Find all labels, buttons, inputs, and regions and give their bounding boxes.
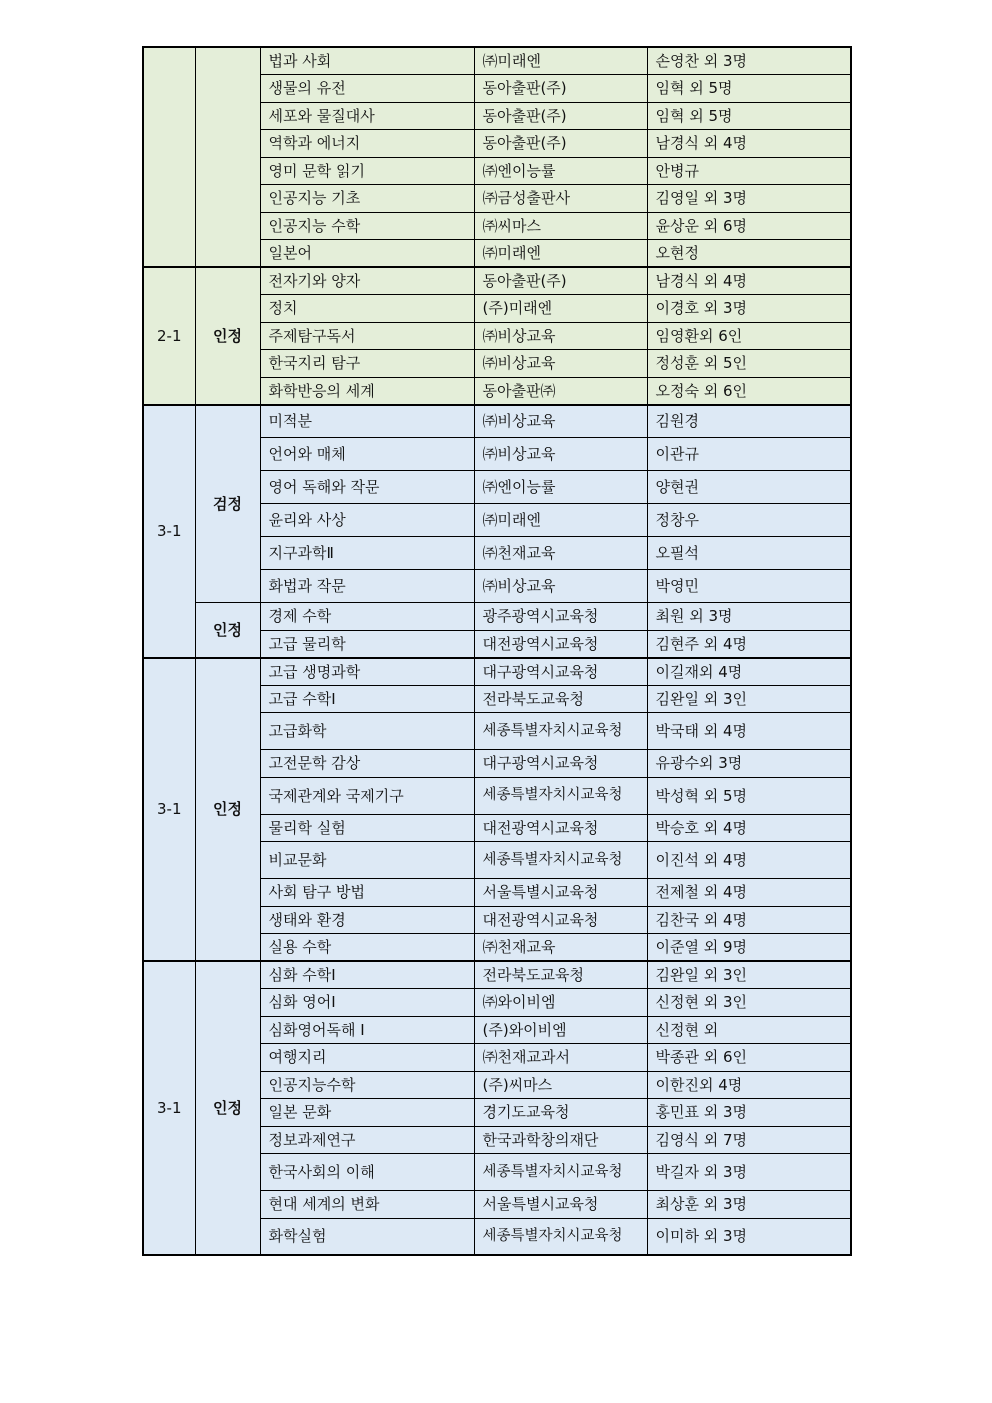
subject-cell: 사회 탐구 방법	[260, 879, 474, 907]
publisher-cell: 대전광역시교육청	[474, 906, 647, 934]
author-cell: 임영환외 6인	[647, 322, 851, 350]
approval-type-cell: 인정	[195, 267, 260, 405]
subject-cell: 실용 수학	[260, 934, 474, 962]
publisher-cell: 세종특별자치시교육청	[474, 713, 647, 750]
subject-cell: 화법과 작문	[260, 570, 474, 603]
subject-cell: 인공지능수학	[260, 1071, 474, 1099]
publisher-cell: 동아출판(주)	[474, 267, 647, 295]
subject-cell: 고급화학	[260, 713, 474, 750]
subject-cell: 인공지능 기초	[260, 185, 474, 213]
publisher-cell: ㈜미래엔	[474, 504, 647, 537]
subject-cell: 역학과 에너지	[260, 130, 474, 158]
publisher-cell: 동아출판㈜	[474, 377, 647, 405]
publisher-cell: ㈜엔이능률	[474, 471, 647, 504]
publisher-cell: 대전광역시교육청	[474, 814, 647, 842]
publisher-cell: (주)씨마스	[474, 1071, 647, 1099]
subject-cell: 일본 문화	[260, 1099, 474, 1127]
author-cell: 안병규	[647, 157, 851, 185]
grade-cell: 2-1	[143, 267, 195, 405]
author-cell: 박종관 외 6인	[647, 1044, 851, 1072]
subject-cell: 영미 문학 읽기	[260, 157, 474, 185]
publisher-cell: ㈜비상교육	[474, 570, 647, 603]
author-cell: 박영민	[647, 570, 851, 603]
publisher-cell: ㈜와이비엠	[474, 989, 647, 1017]
grade-cell	[143, 47, 195, 267]
subject-cell: 고급 수학Ⅰ	[260, 685, 474, 713]
publisher-cell: 전라북도교육청	[474, 961, 647, 989]
publisher-cell: ㈜엔이능률	[474, 157, 647, 185]
table-section	[143, 961, 851, 1255]
publisher-cell: 동아출판(주)	[474, 102, 647, 130]
subject-cell: 고급 물리학	[260, 630, 474, 658]
author-cell: 전제철 외 4명	[647, 879, 851, 907]
publisher-cell: ㈜천재교과서	[474, 1044, 647, 1072]
table-row	[143, 603, 851, 631]
subject-cell: 한국지리 탐구	[260, 350, 474, 378]
table-section	[143, 47, 851, 267]
subject-cell: 심화 수학Ⅰ	[260, 961, 474, 989]
author-cell: 이경호 외 3명	[647, 295, 851, 323]
author-cell: 이관규	[647, 438, 851, 471]
author-cell: 김현주 외 4명	[647, 630, 851, 658]
subject-cell: 화학실험	[260, 1218, 474, 1255]
subject-cell: 현대 세계의 변화	[260, 1191, 474, 1219]
table-section	[143, 405, 851, 658]
subject-cell: 언어와 매체	[260, 438, 474, 471]
author-cell: 이진석 외 4명	[647, 842, 851, 879]
subject-cell: 심화 영어Ⅰ	[260, 989, 474, 1017]
approval-type-cell	[195, 47, 260, 267]
subject-cell: 여행지리	[260, 1044, 474, 1072]
publisher-cell: ㈜비상교육	[474, 350, 647, 378]
author-cell: 박승호 외 4명	[647, 814, 851, 842]
publisher-cell: 대구광역시교육청	[474, 658, 647, 686]
author-cell: 김원경	[647, 405, 851, 438]
author-cell: 양현권	[647, 471, 851, 504]
subject-cell: 정보과제연구	[260, 1126, 474, 1154]
publisher-cell: ㈜비상교육	[474, 322, 647, 350]
subject-cell: 미적분	[260, 405, 474, 438]
table-section	[143, 658, 851, 962]
grade-cell: 3-1	[143, 405, 195, 658]
author-cell: 홍민표 외 3명	[647, 1099, 851, 1127]
subject-cell: 영어 독해와 작문	[260, 471, 474, 504]
subject-cell: 고급 생명과학	[260, 658, 474, 686]
publisher-cell: 동아출판(주)	[474, 130, 647, 158]
publisher-cell: ㈜천재교육	[474, 934, 647, 962]
publisher-cell: 세종특별자치시교육청	[474, 1154, 647, 1191]
publisher-cell: 세종특별자치시교육청	[474, 1218, 647, 1255]
grade-cell: 3-1	[143, 961, 195, 1255]
author-cell: 손영찬 외 3명	[647, 47, 851, 75]
subject-cell: 윤리와 사상	[260, 504, 474, 537]
table-row	[143, 658, 851, 686]
author-cell: 김영식 외 7명	[647, 1126, 851, 1154]
publisher-cell: 서울특별시교육청	[474, 1191, 647, 1219]
subject-cell: 생물의 유전	[260, 75, 474, 103]
publisher-cell: (주)미래엔	[474, 295, 647, 323]
author-cell: 최원 외 3명	[647, 603, 851, 631]
author-cell: 김완일 외 3인	[647, 961, 851, 989]
author-cell: 박국태 외 4명	[647, 713, 851, 750]
author-cell: 유광수외 3명	[647, 750, 851, 778]
author-cell: 김완일 외 3인	[647, 685, 851, 713]
subject-cell: 비교문화	[260, 842, 474, 879]
subject-cell: 일본어	[260, 240, 474, 268]
subject-cell: 국제관계와 국제기구	[260, 777, 474, 814]
author-cell: 남경식 외 4명	[647, 267, 851, 295]
author-cell: 정성훈 외 5인	[647, 350, 851, 378]
textbook-table	[142, 46, 852, 1256]
author-cell: 신정현 외 3인	[647, 989, 851, 1017]
author-cell: 임혁 외 5명	[647, 102, 851, 130]
publisher-cell: 서울특별시교육청	[474, 879, 647, 907]
author-cell: 김영일 외 3명	[647, 185, 851, 213]
table-row	[143, 405, 851, 438]
publisher-cell: 광주광역시교육청	[474, 603, 647, 631]
publisher-cell: ㈜비상교육	[474, 438, 647, 471]
publisher-cell: 세종특별자치시교육청	[474, 842, 647, 879]
approval-type-cell: 인정	[195, 603, 260, 658]
approval-type-cell: 검정	[195, 405, 260, 603]
subject-cell: 주제탐구독서	[260, 322, 474, 350]
publisher-cell: 경기도교육청	[474, 1099, 647, 1127]
publisher-cell: ㈜비상교육	[474, 405, 647, 438]
author-cell: 신정현 외	[647, 1016, 851, 1044]
author-cell: 오현정	[647, 240, 851, 268]
author-cell: 이준열 외 9명	[647, 934, 851, 962]
table-row	[143, 47, 851, 75]
subject-cell: 법과 사회	[260, 47, 474, 75]
subject-cell: 경제 수학	[260, 603, 474, 631]
publisher-cell: ㈜미래엔	[474, 47, 647, 75]
approval-type-cell: 인정	[195, 658, 260, 962]
grade-cell: 3-1	[143, 658, 195, 962]
publisher-cell: 한국과학창의재단	[474, 1126, 647, 1154]
publisher-cell: ㈜씨마스	[474, 212, 647, 240]
subject-cell: 생태와 환경	[260, 906, 474, 934]
publisher-cell: (주)와이비엠	[474, 1016, 647, 1044]
subject-cell: 물리학 실험	[260, 814, 474, 842]
table-row	[143, 267, 851, 295]
author-cell: 이한진외 4명	[647, 1071, 851, 1099]
author-cell: 박성혁 외 5명	[647, 777, 851, 814]
author-cell: 오정숙 외 6인	[647, 377, 851, 405]
subject-cell: 고전문학 감상	[260, 750, 474, 778]
author-cell: 임혁 외 5명	[647, 75, 851, 103]
publisher-cell: ㈜금성출판사	[474, 185, 647, 213]
author-cell: 김찬국 외 4명	[647, 906, 851, 934]
table-row	[143, 961, 851, 989]
subject-cell: 전자기와 양자	[260, 267, 474, 295]
subject-cell: 지구과학Ⅱ	[260, 537, 474, 570]
author-cell: 이길재외 4명	[647, 658, 851, 686]
author-cell: 박길자 외 3명	[647, 1154, 851, 1191]
publisher-cell: 대전광역시교육청	[474, 630, 647, 658]
publisher-cell: ㈜미래엔	[474, 240, 647, 268]
publisher-cell: ㈜천재교육	[474, 537, 647, 570]
publisher-cell: 동아출판(주)	[474, 75, 647, 103]
table-section	[143, 267, 851, 405]
author-cell: 오필석	[647, 537, 851, 570]
publisher-cell: 세종특별자치시교육청	[474, 777, 647, 814]
subject-cell: 인공지능 수학	[260, 212, 474, 240]
approval-type-cell: 인정	[195, 961, 260, 1255]
author-cell: 최상훈 외 3명	[647, 1191, 851, 1219]
subject-cell: 한국사회의 이해	[260, 1154, 474, 1191]
author-cell: 윤상운 외 6명	[647, 212, 851, 240]
subject-cell: 정치	[260, 295, 474, 323]
author-cell: 남경식 외 4명	[647, 130, 851, 158]
author-cell: 정창우	[647, 504, 851, 537]
subject-cell: 심화영어독해 Ⅰ	[260, 1016, 474, 1044]
publisher-cell: 대구광역시교육청	[474, 750, 647, 778]
subject-cell: 화학반응의 세계	[260, 377, 474, 405]
publisher-cell: 전라북도교육청	[474, 685, 647, 713]
subject-cell: 세포와 물질대사	[260, 102, 474, 130]
author-cell: 이미하 외 3명	[647, 1218, 851, 1255]
